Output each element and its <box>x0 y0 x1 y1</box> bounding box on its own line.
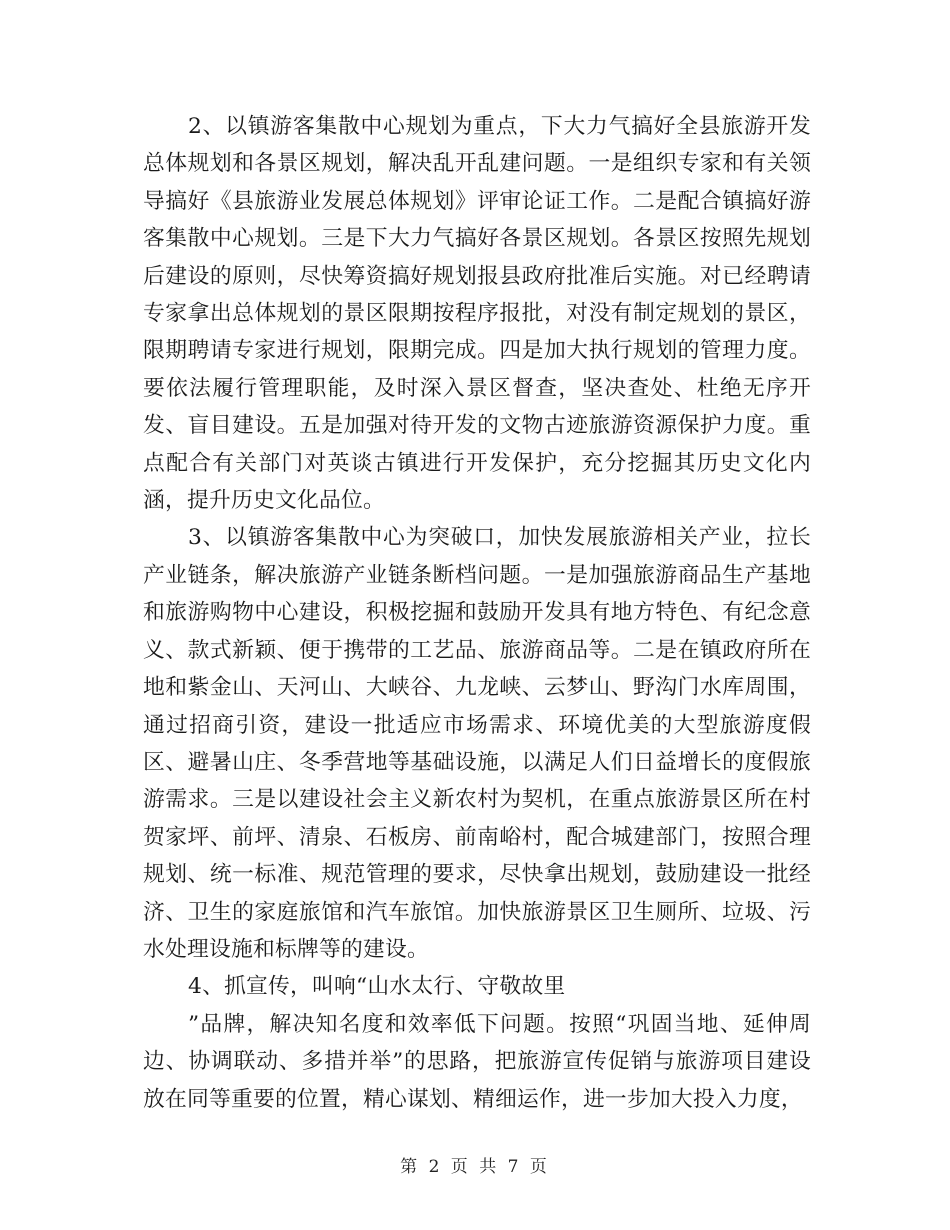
page-footer: 第 2 页 共 7 页 <box>400 1157 550 1177</box>
paragraph-2-planning: 2、以镇游客集散中心规划为重点，下大力气搞好全县旅游开发总体规划和各景区规划，解决乱开乱建问题。一是组织专家和有关领导搞好《县旅游业发展总体规划》评审论证工作。二是配合镇搞好游客集散中心规划。三是下大力气搞好各景区规划。各景区按照先规划后建设的原则，尽快筹资搞好规划报县政府批准后实施。对已经聘请专家拿出总体规划的景区限期按程序报批，对没有制定规划的景区，限期聘请专家进行规划，限期完成。四是加大执行规划的管理力度。要依法履行管理职能，及时深入景区督查，坚决查处、杜绝无序开发、盲目建设。五是加强对待开发的文物古迹旅游资源保护力度。重点配合有关部门对英谈古镇进行开发保护，充分挖掘其历史文化内涵，提升历史文化品位。 <box>143 114 811 514</box>
document-body <box>143 108 811 1118</box>
paragraph-4-publicity-heading: 4、抓宣传，叫响“山水太行、守敬故里 <box>188 974 566 1000</box>
paragraph-3-industry-chain: 3、以镇游客集散中心为突破口，加快发展旅游相关产业，拉长产业链条，解决旅游产业链条断档问题。一是加强旅游商品生产基地和旅游购物中心建设，积极挖掘和鼓励开发具有地方特色、有纪念意义、款式新颖、便于携带的工艺品、旅游商品等。二是在镇政府所在地和紫金山、天河山、大峡谷、九龙峡、云梦山、野沟门水库周围，通过招商引资，建设一批适应市场需求、环境优美的大型旅游度假区、避暑山庄、冬季营地等基础设施，以满足人们日益增长的度假旅游需求。三是以建设社会主义新农村为契机，在重点旅游景区所在村贺家坪、前坪、清泉、石板房、前南峪村，配合城建部门，按照合理规划、统一标准、规范管理的要求，尽快拿出规划，鼓励建设一批经济、卫生的家庭旅馆和汽车旅馆。加快旅游景区卫生厕所、垃圾、污水处理设施和标牌等的建设。 <box>143 525 811 962</box>
paragraph-4-publicity-body: ”品牌，解决知名度和效率低下问题。按照“巩固当地、延伸周边、协调联动、多措并举”的思路，把旅游宣传促销与旅游项目建设放在同等重要的位置，精心谋划、精细运作，进一步加大投入力度， <box>143 1011 811 1112</box>
